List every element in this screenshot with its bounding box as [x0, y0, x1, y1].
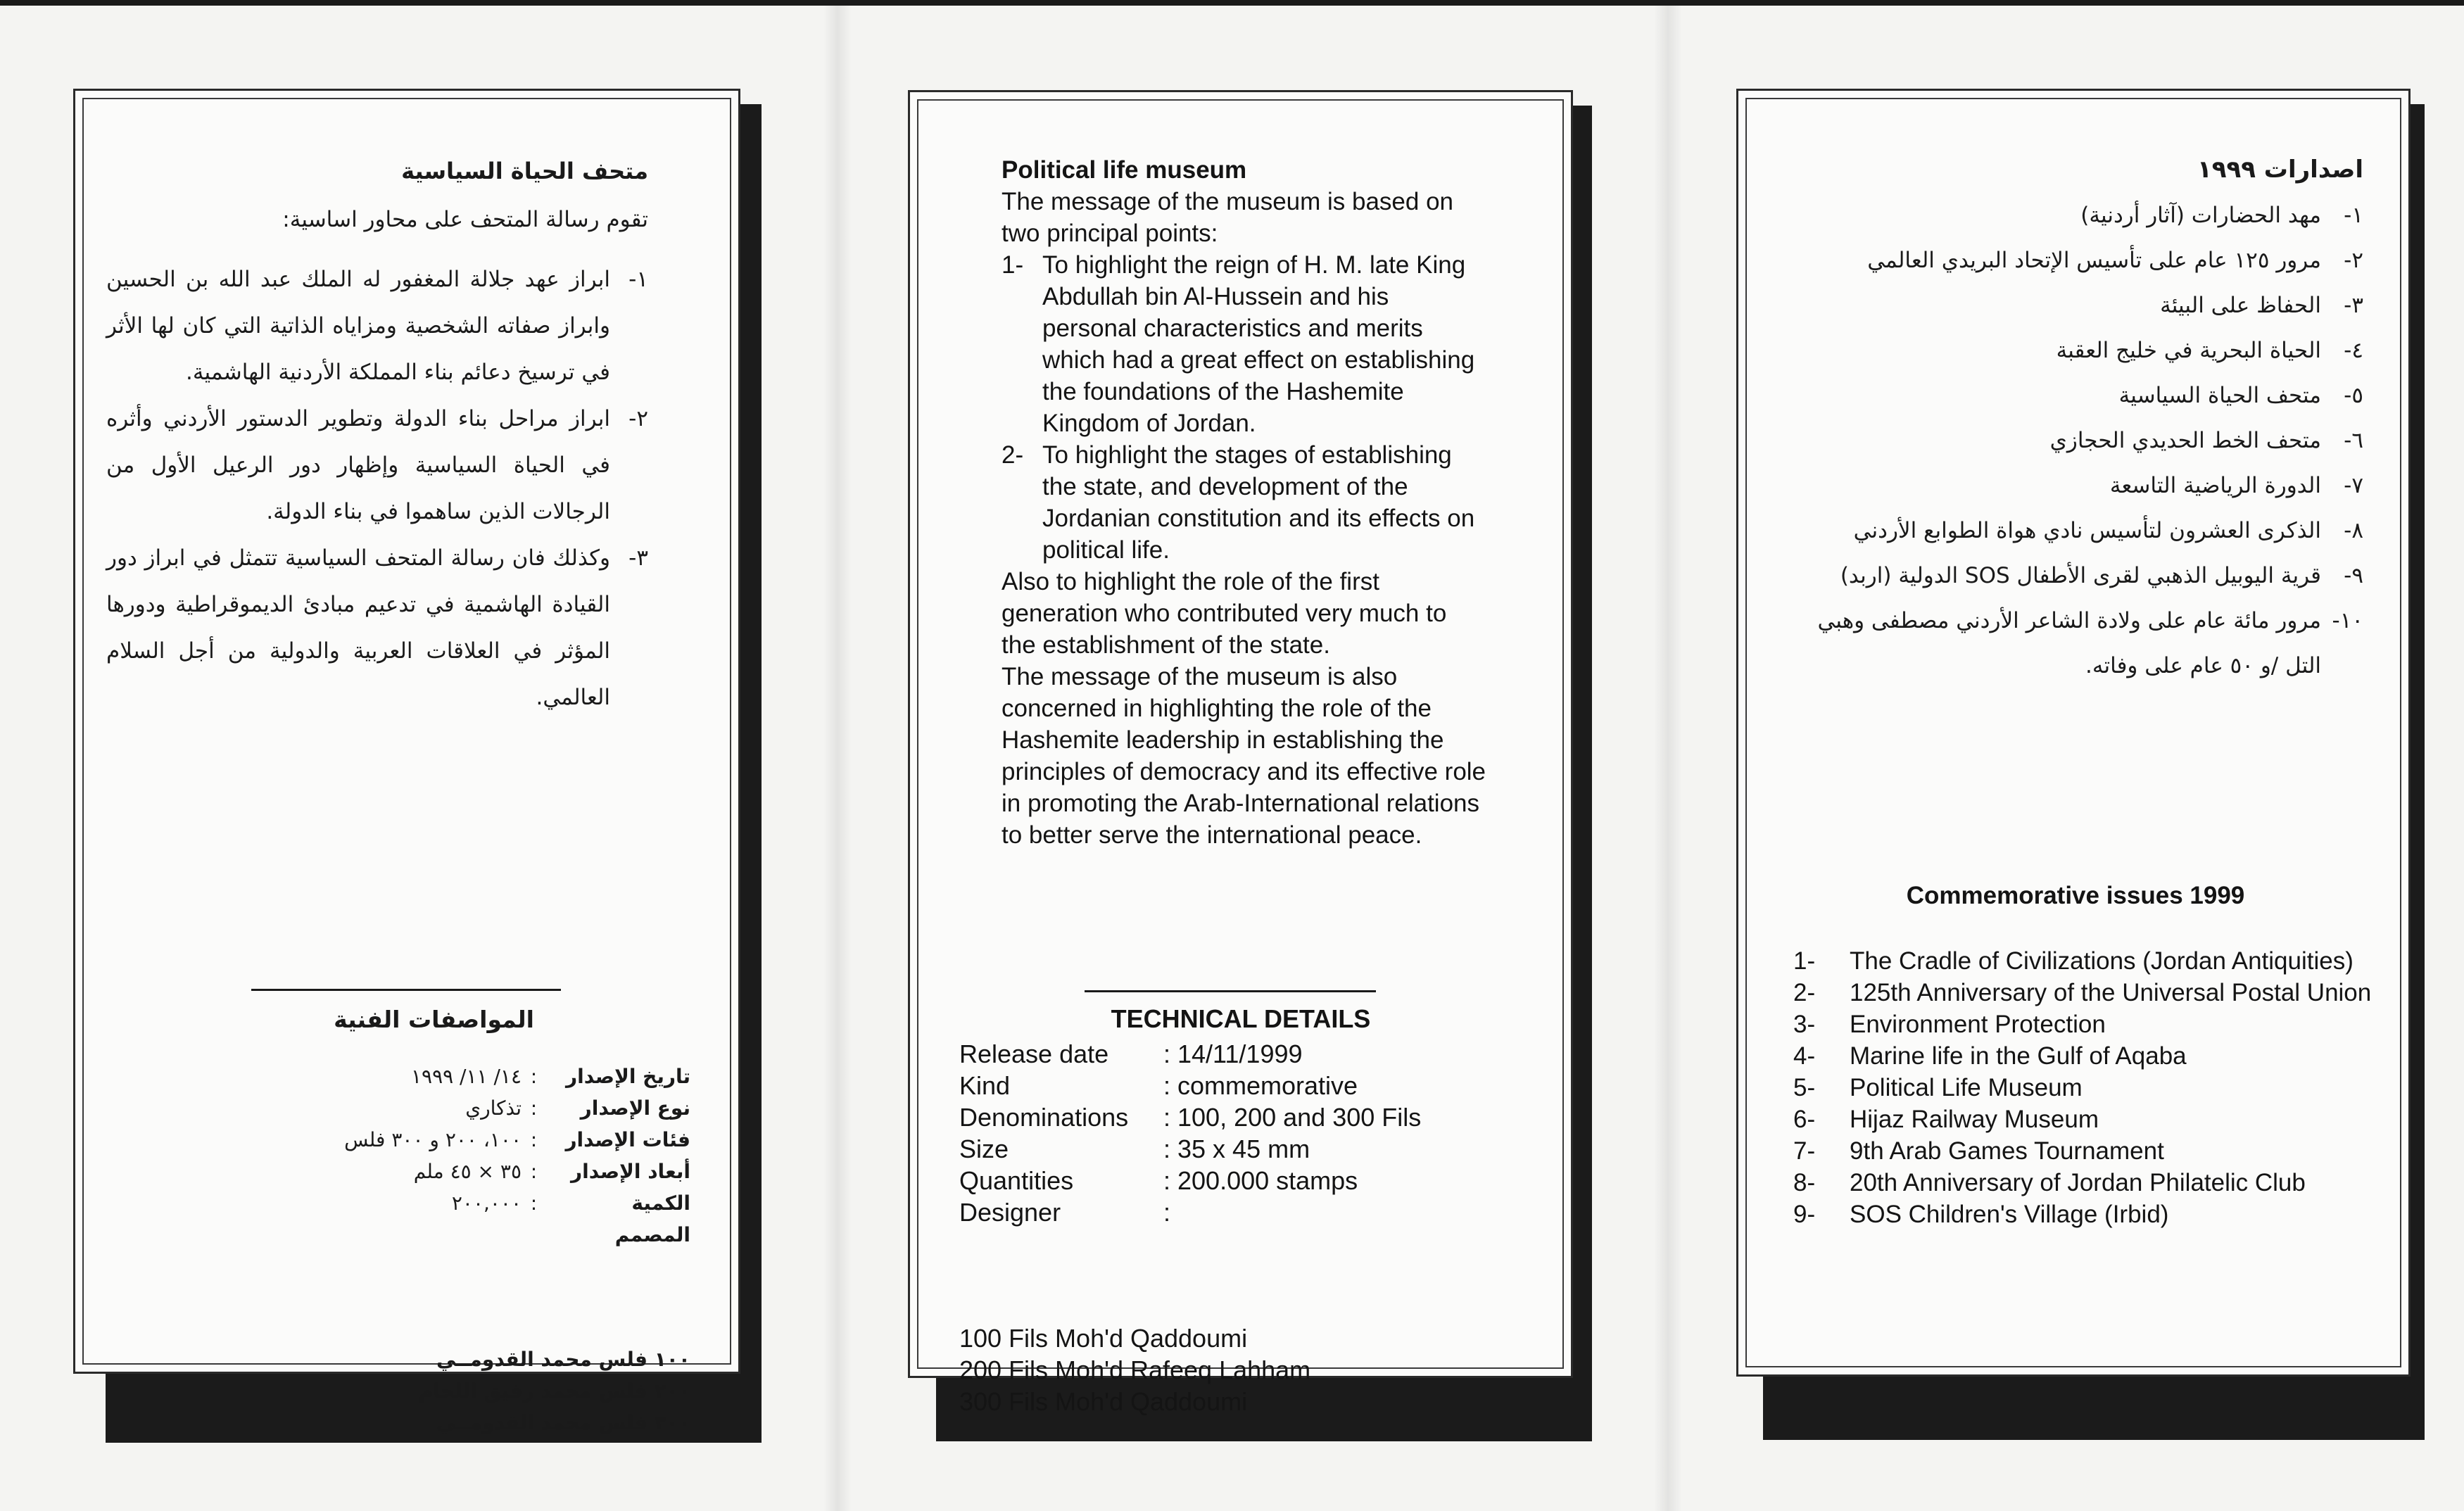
- designer-line: 100 Fils Moh'd Qaddoumi: [959, 1324, 1248, 1353]
- spec-row: [240, 1061, 690, 1092]
- arabic-spec-title: المواصفات الفنية: [334, 1006, 534, 1033]
- item-text: قرية اليوبيل الذهبي لقرى الأطفال SOS الدولية (اربد): [1840, 563, 2321, 588]
- item-text: Environment Protection: [1850, 1011, 2106, 1038]
- right-panel: [1736, 89, 2411, 1377]
- spec-value: ١٤/ ١١/ ١٩٩٩: [411, 1065, 522, 1088]
- item-text: متحف الخط الحديدي الحجازي: [2049, 428, 2321, 453]
- spec-row: [959, 1165, 1536, 1196]
- item-text: الحفاظ على البيئة: [2160, 293, 2321, 318]
- spec-value: : 35 x 45 mm: [1163, 1134, 1310, 1163]
- spec-label: Release date: [959, 1039, 1109, 1068]
- english-museum-text: [1002, 154, 1487, 851]
- spec-colon: :: [530, 1191, 538, 1215]
- spec-row: [959, 1101, 1536, 1133]
- item-number: 4-: [1793, 1042, 1816, 1070]
- item-text: 125th Anniversary of the Universal Postal Union: [1850, 979, 2372, 1006]
- english-designers: [959, 1322, 1310, 1417]
- fold-line-right: [1654, 6, 1682, 1511]
- arabic-spec-table: [240, 1061, 690, 1251]
- list-item: [1800, 328, 2363, 373]
- spec-value: تذكاري: [465, 1096, 522, 1120]
- spec-value: ٢٠٠,٠٠٠: [451, 1191, 522, 1215]
- list-item: [1800, 508, 2363, 553]
- item-text: Marine life in the Gulf of Aqaba: [1850, 1042, 2187, 1070]
- item-number: ٧-: [2344, 473, 2363, 498]
- middle-panel: [908, 90, 1573, 1416]
- spec-value: ١٠٠، ٢٠٠ و ٣٠٠ فلس: [344, 1128, 522, 1151]
- list-item: [1800, 283, 2363, 328]
- item-text: Hijaz Railway Museum: [1850, 1106, 2099, 1133]
- list-item: [106, 396, 648, 535]
- item-text: الحياة البحرية في خليج العقبة: [2056, 338, 2321, 363]
- list-item: [1800, 418, 2363, 463]
- paragraph: Also to highlight the role of the first generation who contributed very much to the establishment of the state.: [1002, 568, 1447, 659]
- technical-details-title: TECHNICAL DETAILS: [1111, 1004, 1371, 1033]
- list-item: [1793, 1072, 2384, 1104]
- item-text: مرور ١٢٥ عام على تأسيس الإتحاد البريدي العالمي: [1867, 248, 2321, 273]
- designer-line: 200 Fils Moh'd Rafeeq Lahham: [959, 1355, 1311, 1384]
- item-number: ١-: [2344, 203, 2363, 228]
- spec-row: [959, 1133, 1536, 1165]
- item-number: ٤-: [2344, 338, 2363, 363]
- spec-label: تاريخ الإصدار: [566, 1065, 690, 1088]
- list-item: [1800, 463, 2363, 508]
- item-text: Political Life Museum: [1850, 1074, 2083, 1101]
- list-item: [1793, 1104, 2384, 1135]
- item-number: ٣-: [628, 545, 648, 571]
- list-item: [1800, 553, 2363, 598]
- list-item: [1800, 598, 2363, 688]
- spec-row: [959, 1196, 1536, 1228]
- spec-label: فئات الإصدار: [565, 1128, 690, 1151]
- item-number: ٦-: [2344, 428, 2363, 453]
- item-number: ٥-: [2344, 383, 2363, 408]
- item-text: 9th Arab Games Tournament: [1850, 1137, 2164, 1165]
- spec-value: ٣٥ × ٤٥ ملم: [413, 1160, 522, 1183]
- paragraph: The message of the museum is also concerned in highlighting the role of the Hashemite leadership in establishing the principles of democracy and its effective role in promoting the Arab-International relations to better serve the international peace.: [1002, 663, 1486, 849]
- item-number: ٢-: [2344, 248, 2363, 273]
- item-number: 1-: [1793, 947, 1816, 975]
- spec-value: : commemorative: [1163, 1071, 1358, 1100]
- item-text: 20th Anniversary of Jordan Philatelic Club: [1850, 1169, 2306, 1196]
- item-text: ابراز عهد جلالة المغفور له الملك عبد الله بن الحسين وابراز صفاته الشخصية ومزاياه الذاتية التي كان لها الأثر في ترسيخ دعائم بناء المملكة الأردنية الهاشمية.: [106, 267, 610, 385]
- item-text: To highlight the reign of H. M. late King Abdullah bin Al-Hussein and his personal characteristics and merits which had a great effect on establishing the foundations of the Hashemite Kingdom of Jordan.: [1042, 251, 1475, 437]
- designer-line: 300 Fils Moh'd Qaddoumi: [959, 1387, 1248, 1416]
- item-text: الدورة الرياضية التاسعة: [2109, 473, 2321, 498]
- list-item: [1800, 238, 2363, 283]
- spec-label: Quantities: [959, 1166, 1074, 1195]
- arabic-museum-title: متحف الحياة السياسية: [401, 158, 648, 184]
- list-item: [1002, 439, 1487, 566]
- item-number: 1-: [1002, 251, 1024, 279]
- item-number: 9-: [1793, 1201, 1816, 1228]
- list-item: [1793, 977, 2384, 1009]
- item-number: 2-: [1002, 441, 1024, 469]
- item-number: ٨-: [2344, 518, 2363, 543]
- list-item: [1793, 1167, 2384, 1199]
- arabic-points-list: [106, 256, 648, 721]
- designer-line: ٣٠٠ فلس محمد القدومــي: [436, 1411, 690, 1434]
- spec-label: Denominations: [959, 1103, 1129, 1132]
- divider-rule: [251, 989, 561, 991]
- list-item: [1800, 193, 2363, 238]
- list-item: [1002, 249, 1487, 439]
- spec-colon: :: [530, 1096, 538, 1120]
- item-text: The Cradle of Civilizations (Jordan Antiquities): [1850, 947, 2354, 975]
- spec-row: [959, 1070, 1536, 1101]
- arabic-issues-list: [1800, 193, 2363, 688]
- spec-label: Size: [959, 1134, 1009, 1163]
- spec-colon: :: [530, 1160, 538, 1183]
- item-number: ١-: [628, 267, 648, 292]
- divider-rule: [1085, 990, 1376, 992]
- list-item: [106, 256, 648, 396]
- item-number: ٢-: [628, 406, 648, 431]
- spec-label: المصمم: [614, 1223, 690, 1246]
- spec-value: : 14/11/1999: [1163, 1039, 1303, 1068]
- spec-colon: [522, 1219, 546, 1251]
- item-number: 5-: [1793, 1074, 1816, 1101]
- item-text: مرور مائة عام على ولادة الشاعر الأردني مصطفى وهبي التل /و ٥٠ عام على وفاته.: [1817, 608, 2321, 678]
- item-number: 2-: [1793, 979, 1816, 1006]
- spec-row: [240, 1219, 690, 1251]
- spec-value: : 100, 200 and 300 Fils: [1163, 1103, 1422, 1132]
- spec-label: أبعاد الإصدار: [571, 1160, 690, 1183]
- spec-label: نوع الإصدار: [580, 1096, 690, 1120]
- list-item: [1793, 1135, 2384, 1167]
- spec-value: :: [1163, 1198, 1171, 1227]
- list-item: [1793, 1040, 2384, 1072]
- commemorative-issues-title: Commemorative issues 1999: [1906, 882, 2245, 909]
- spec-row: [240, 1156, 690, 1187]
- item-number: ٣-: [2344, 293, 2363, 318]
- spec-label: الكمية: [631, 1191, 690, 1215]
- spec-row: [240, 1187, 690, 1219]
- list-item: [1793, 1009, 2384, 1040]
- item-number: ٩-: [2344, 563, 2363, 588]
- technical-details-table: [959, 1038, 1536, 1228]
- top-edge: [0, 0, 2464, 6]
- item-number: 7-: [1793, 1137, 1816, 1165]
- list-item: [1800, 373, 2363, 418]
- designer-line: ٢٠٠ فلس محمد رفيق اللحام: [419, 1379, 690, 1403]
- item-text: SOS Children's Village (Irbid): [1850, 1201, 2169, 1228]
- spec-label: Designer: [959, 1198, 1061, 1227]
- spec-colon: :: [530, 1128, 538, 1151]
- item-number: 8-: [1793, 1169, 1816, 1196]
- spec-row: [240, 1092, 690, 1124]
- item-text: وكذلك فان رسالة المتحف السياسية تتمثل في ابراز دور القيادة الهاشمية في تدعيم مبادئ الديموقراطية ودورها المؤثر في العلاقات العربية والدولية من أجل السلام العالمي.: [106, 545, 610, 710]
- item-text: مهد الحضارات (آثار أردنية): [2080, 203, 2321, 228]
- spec-colon: :: [530, 1065, 538, 1088]
- designer-line: ١٠٠ فلس محمد القدومــي: [436, 1348, 690, 1371]
- fold-line-left: [823, 6, 852, 1511]
- museum-intro: The message of the museum is based on two principal points:: [1002, 188, 1454, 247]
- spec-value: : 200.000 stamps: [1163, 1166, 1358, 1195]
- item-number: 6-: [1793, 1106, 1816, 1133]
- spec-label: Kind: [959, 1071, 1011, 1100]
- list-item: [1793, 945, 2384, 977]
- item-number: 3-: [1793, 1011, 1816, 1038]
- list-item: [1793, 1199, 2384, 1230]
- left-panel: [73, 89, 740, 1434]
- english-issues-list: [1793, 945, 2384, 1230]
- item-text: To highlight the stages of establishing the state, and development of the Jordanian constitution and its effects on political life.: [1042, 441, 1475, 564]
- arabic-issues-title: اصدارات ١٩٩٩: [2197, 156, 2363, 184]
- arabic-intro: تقوم رسالة المتحف على محاور اساسية:: [282, 207, 648, 232]
- list-item: [106, 535, 648, 721]
- arabic-designers: [419, 1344, 690, 1439]
- item-text: الذكرى العشرون لتأسيس نادي هواة الطوابع الأردني: [1853, 518, 2321, 543]
- museum-title: Political life museum: [1002, 156, 1247, 184]
- item-text: ابراز مراحل بناء الدولة وتطوير الدستور الأردني وأثره في الحياة السياسية وإظهار دور الرعيل الأول من الرجالات الذين ساهموا في بناء الدولة.: [106, 406, 610, 524]
- spec-row: [959, 1038, 1536, 1070]
- spec-row: [240, 1124, 690, 1156]
- item-number: ١٠-: [2332, 608, 2363, 633]
- item-text: متحف الحياة السياسية: [2118, 383, 2321, 408]
